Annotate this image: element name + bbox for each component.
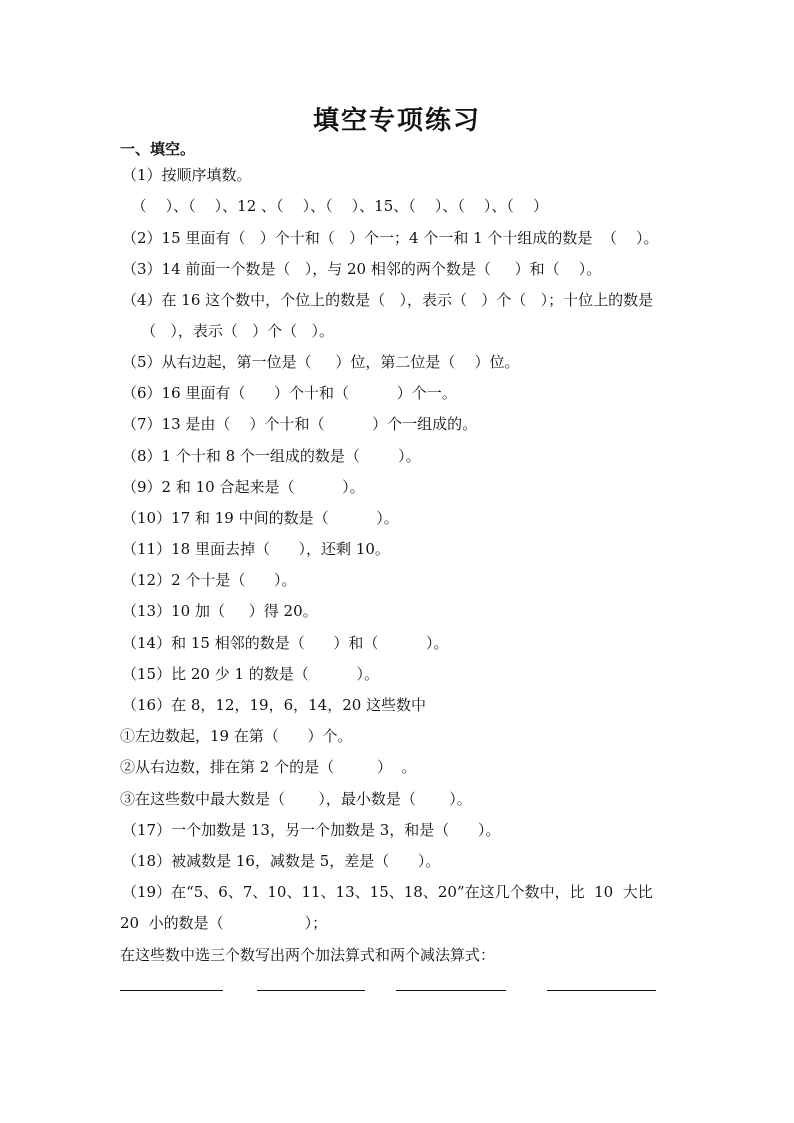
question-8: （8）1 个十和 8 个一组成的数是（ ）。: [122, 447, 421, 465]
question-4-line-1: （4）在 16 这个数中，个位上的数是（ ），表示（ ）个（ ）；十位上的数是: [122, 291, 654, 309]
page-title: 填空专项练习: [312, 106, 481, 136]
question-7: （7）13 是由（ ）个十和（ ）个一组成的。: [122, 415, 478, 433]
question-16-part-3: ③在这些数中最大数是（ ），最小数是（ ）。: [120, 790, 472, 808]
question-18: （18）被减数是 16，减数是 5，差是（ ）。: [122, 852, 441, 870]
question-3: （3）14 前面一个数是（ ），与 20 相邻的两个数是（ ）和（ ）。: [122, 260, 602, 278]
answer-line-4[interactable]: [547, 990, 656, 991]
question-10: （10）17 和 19 中间的数是（ ）。: [122, 509, 399, 527]
question-2: （2）15 里面有（ ）个十和（ ）个一；4 个一和 1 个十组成的数是 （ ）。: [122, 229, 659, 247]
question-12: （12）2 个十是（ ）。: [122, 571, 297, 589]
question-19-line-2: 20 小的数是（ ）；: [120, 914, 328, 932]
question-11: （11）18 里面去掉（ ），还剩 10。: [122, 540, 390, 558]
question-16-part-1: ①左边数起，19 在第（ ）个。: [120, 727, 353, 745]
question-19-instruction: 在这些数中选三个数写出两个加法算式和两个减法算式：: [120, 946, 496, 964]
question-5: （5）从右边起，第一位是（ ）位，第二位是（ ）位。: [122, 353, 520, 371]
question-1-prompt: （1）按顺序填数。: [122, 166, 252, 184]
question-6: （6）16 里面有（ ）个十和（ ）个一。: [122, 384, 457, 402]
question-4-line-2: （ ），表示（ ）个（ ）。: [122, 322, 334, 340]
question-13: （13）10 加（ ）得 20。: [122, 602, 318, 620]
question-14: （14）和 15 相邻的数是（ ）和（ ）。: [122, 634, 449, 652]
answer-line-3[interactable]: [396, 990, 506, 991]
question-1-sequence: （ ）、（ ）、12 、（ ）、（ ）、15、（ ）、（ ）、（ ）: [122, 197, 548, 215]
question-16-part-2: ②从右边数，排在第 2 个的是（ ） 。: [120, 758, 417, 776]
question-15: （15）比 20 少 1 的数是（ ）。: [122, 665, 379, 683]
question-16-prompt: （16）在 8，12，19，6，14，20 这些数中: [122, 696, 427, 714]
answer-line-2[interactable]: [257, 990, 365, 991]
answer-line-1[interactable]: [120, 990, 223, 991]
question-19-line-1: （19）在“5、6、7、10、11、13、15、18、20”在这几个数中，比 10 大比: [122, 883, 653, 901]
question-17: （17）一个加数是 13，另一个加数是 3，和是（ ）。: [122, 821, 501, 839]
question-9: （9）2 和 10 合起来是（ ）。: [122, 478, 365, 496]
section-heading: 一、填空。: [120, 140, 196, 158]
